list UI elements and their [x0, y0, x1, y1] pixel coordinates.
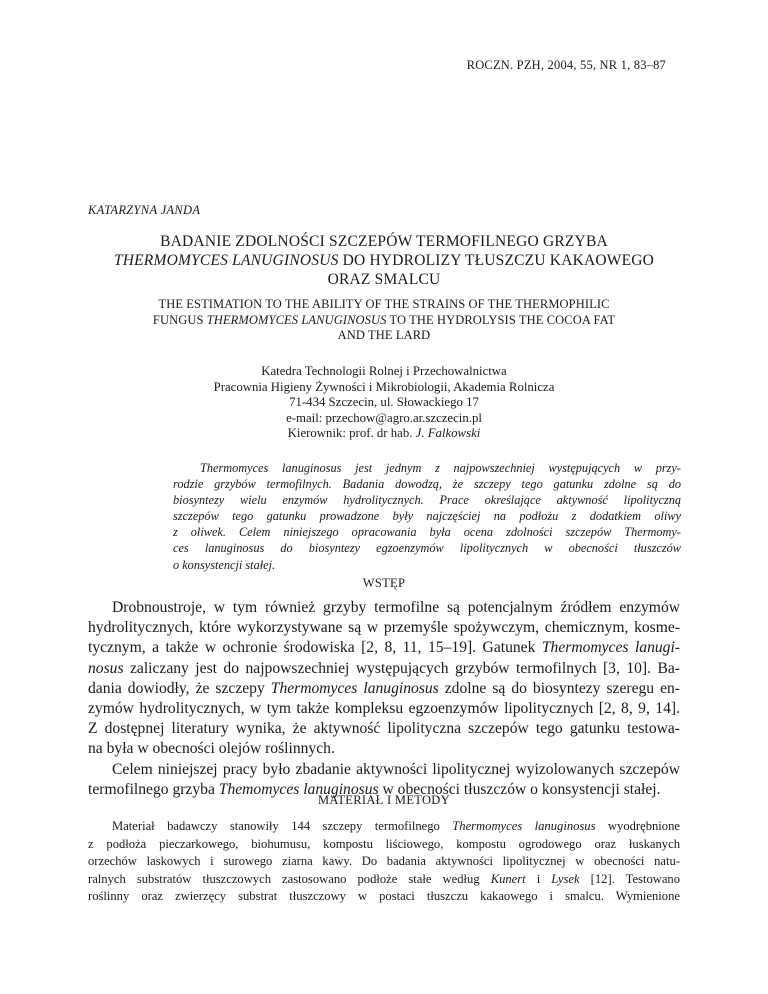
body-line: termofilnego grzyba Themomyces lanuginosus w obecności tłuszczów o konsystencji stałej.	[88, 780, 661, 798]
body-line: dania dowiodły, że szczepy Thermomyces lanuginosus zdolne są do biosyntezy szeregu en-	[88, 679, 681, 697]
author-name: KATARZYNA JANDA	[88, 203, 201, 217]
body-line: hydrolitycznych, które wykorzystywane są w przemyśle spożywczym, chemicznym, kosme-	[88, 619, 680, 637]
body-line: nosus zaliczany jest do najpowszechniej występujących grzybów termofilnych [3, 10]. Ba-	[88, 659, 680, 677]
abstract-line: ces lanuginosus do biosyntezy egzoenzymów lipolitycznych w obecności tłuszczów	[173, 541, 681, 556]
title-line-3: ORAZ SMALCU	[327, 271, 441, 288]
en-title-line-2-pre: FUNGUS	[152, 312, 207, 327]
affiliation-department: Katedra Technologii Rolnej i Przechowalnictwa	[261, 364, 507, 378]
section-heading-introduction: WSTĘP	[362, 576, 406, 590]
body-line: Z dostępnej literatury wynika, że aktywność lipolityczna szczepów tego gatunku testowa-	[88, 720, 680, 738]
methods-line: ralnych substratów tłuszczowych zastosowano podłoże stałe według Kunert i Lysek [12]. Testowano	[88, 871, 681, 886]
introduction-text	[88, 598, 680, 800]
section-heading-methods: MATERIAŁ I METODY	[318, 793, 450, 807]
abstract-line: o konsystencji stałej.	[173, 557, 276, 572]
abstract-line: biosyntezy wielu enzymów hydrolitycznych. Prace określające aktywność lipolityczną	[173, 493, 681, 508]
methods-line: Materiał badawczy stanowiły 144 szczepy termofilnego Thermomyces lanuginosus wyodrębnione	[112, 819, 680, 833]
abstract-line: Thermomyces lanuginosus jest jednym z najpowszechniej występujących w przy-	[200, 461, 681, 475]
abstract-line: rodzie grzybów termofilnych. Badania dowodzą, że szczepy tego gatunku zdolne są do	[173, 477, 681, 492]
en-title-line-2-post: TO THE HYDROLYSIS THE COCOA FAT	[386, 312, 616, 327]
affiliation-block	[88, 364, 680, 442]
body-line: na była w obecności olejów roślinnych.	[88, 740, 335, 758]
en-title-line-1: THE ESTIMATION TO THE ABILITY OF THE STRAINS OF THE THERMOPHILIC	[158, 297, 610, 311]
methods-text	[88, 818, 680, 906]
affiliation-head-label: Kierownik: prof. dr hab.	[287, 426, 416, 440]
body-line: Drobnoustroje, w tym również grzyby termofilne są potencjalnym źródłem enzymów	[112, 599, 680, 616]
title-line-1: BADANIE ZDOLNOŚCI SZCZEPÓW TERMOFILNEGO GRZYBA	[160, 233, 608, 250]
title-species: THERMOMYCES LANUGINOSUS	[113, 252, 339, 269]
affiliation-email: e-mail: przechow@agro.ar.szczecin.pl	[286, 410, 482, 425]
methods-line: z podłoża pieczarkowego, biohumusu, kompostu liściowego, kompostu ogrodowego oraz łuskanych	[88, 836, 680, 851]
body-line: Celem niniejszej pracy było zbadanie aktywności lipolitycznej wyizolowanych szczepów	[112, 760, 680, 778]
methods-line: roślinny oraz zwierzęcy substrat tłuszczowy w postaci tłuszczu kakaowego i smalcu. Wymienione	[88, 889, 680, 904]
paper-title-polish	[88, 232, 680, 289]
affiliation-address: 71-434 Szczecin, ul. Słowackiego 17	[289, 395, 479, 409]
methods-line: orzechów laskowych i surowego ziarna kawy. Do badania aktywności lipolitycznej w obecności natu-	[88, 854, 680, 869]
abstract-line: z oliwek. Celem niniejszego opracowania była ocena zdolności szczepów Thermomy-	[173, 525, 681, 540]
en-title-line-3: AND THE LARD	[337, 328, 431, 342]
en-title-species: THERMOMYCES LANUGINOSUS	[206, 312, 387, 327]
body-line: zymów hydrolitycznych, w tym także kompleksu egzoenzymów lipolitycznych [2, 8, 9, 14].	[88, 700, 680, 718]
title-line-2	[88, 251, 680, 270]
journal-reference: ROCZN. PZH, 2004, 55, NR 1, 83–87	[466, 58, 666, 72]
title-line-2-rest: DO HYDROLIZY TŁUSZCZU KAKAOWEGO	[338, 252, 655, 269]
abstract	[173, 460, 681, 573]
en-title-line-2	[88, 313, 680, 329]
affiliation-head	[88, 426, 680, 442]
affiliation-lab: Pracownia Higieny Żywności i Mikrobiologii, Akademia Rolnicza	[213, 379, 555, 394]
body-line: tycznym, a także w ochronie środowiska [2, 8, 11, 15–19]. Gatunek Thermomyces lanugi-	[88, 639, 680, 657]
affiliation-head-name: J. Falkowski	[415, 426, 481, 440]
paper-title-english	[88, 297, 680, 344]
abstract-line: szczepów tego gatunku prowadzone były najczęściej na podłożu z dodatkiem oliwy	[173, 509, 681, 524]
